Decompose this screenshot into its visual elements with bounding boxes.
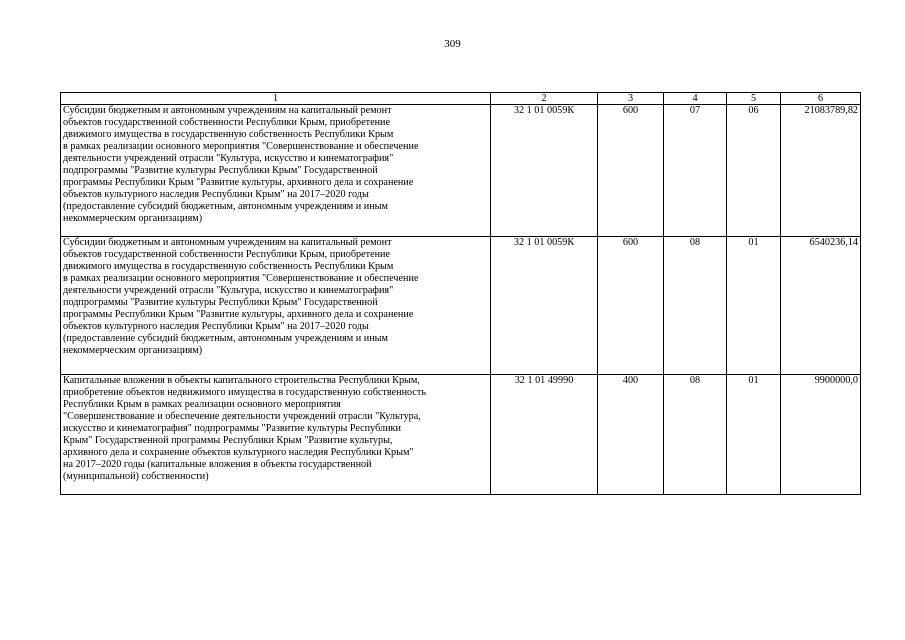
table-row bbox=[61, 105, 861, 237]
table-body bbox=[61, 105, 861, 495]
row-description: Капитальные вложения в объекты капитального строительства Республики Крым, приобретение объектов недвижимого имущества в государственную собственность Республики Крым в рамках реализации основного мероприятия "Совершенствование и обеспечение деятельности учреждений отрасли "Культура, искусство и кинематография" подпрограммы "Развитие культуры Республики Крым" Государственной программы Республики Крым "Развитие культуры, архивного дела и сохранение объектов культурного наследия Республики Крым" на 2017–2020 годы (капитальные вложения в объекты государственной (муниципальной) собственности) bbox=[61, 375, 491, 495]
row-description: Субсидии бюджетным и автономным учреждениям на капитальный ремонт объектов государственной собственности Республики Крым, приобретение движимого имущества в государственную собственность Республики Крым в рамках реализации основного мероприятия "Совершенствование и обеспечение деятельности учреждений отрасли "Культура, искусство и кинематография" подпрограммы "Развитие культуры Республики Крым" Государственной программы Республики Крым "Развитие культуры, архивного дела и сохранение объектов культурного наследия Республики Крым" на 2017–2020 годы (предоставление субсидий бюджетным, автономным учреждениям и иным некоммерческим организациям) bbox=[61, 105, 491, 237]
table-row bbox=[61, 375, 861, 495]
row-subsection: 01 bbox=[727, 237, 781, 375]
row-target-code: 32 1 01 0059К bbox=[491, 105, 598, 237]
row-target-code: 32 1 01 0059К bbox=[491, 237, 598, 375]
budget-table bbox=[60, 92, 861, 495]
row-expense-type: 600 bbox=[598, 237, 664, 375]
row-amount: 9900000,0 bbox=[781, 375, 861, 495]
page-number: 309 bbox=[444, 38, 461, 50]
row-section: 08 bbox=[664, 237, 727, 375]
row-amount: 6540236,14 bbox=[781, 237, 861, 375]
row-target-code: 32 1 01 49990 bbox=[491, 375, 598, 495]
table-row bbox=[61, 237, 861, 375]
row-subsection: 06 bbox=[727, 105, 781, 237]
row-amount: 21083789,82 bbox=[781, 105, 861, 237]
header-row bbox=[61, 93, 861, 105]
header-col-1: 1 bbox=[61, 93, 491, 105]
row-expense-type: 600 bbox=[598, 105, 664, 237]
header-col-4: 4 bbox=[664, 93, 727, 105]
row-description: Субсидии бюджетным и автономным учреждениям на капитальный ремонт объектов государственной собственности Республики Крым, приобретение движимого имущества в государственную собственность Республики Крым в рамках реализации основного мероприятия "Совершенствование и обеспечение деятельности учреждений отрасли "Культура, искусство и кинематография" подпрограммы "Развитие культуры Республики Крым" Государственной программы Республики Крым "Развитие культуры, архивного дела и сохранение объектов культурного наследия Республики Крым" на 2017–2020 годы (предоставление субсидий бюджетным, автономным учреждениям и иным некоммерческим организациям) bbox=[61, 237, 491, 375]
header-col-6: 6 bbox=[781, 93, 861, 105]
row-subsection: 01 bbox=[727, 375, 781, 495]
row-expense-type: 400 bbox=[598, 375, 664, 495]
header-col-2: 2 bbox=[491, 93, 598, 105]
header-col-3: 3 bbox=[598, 93, 664, 105]
header-col-5: 5 bbox=[727, 93, 781, 105]
table-header bbox=[61, 93, 861, 105]
row-section: 08 bbox=[664, 375, 727, 495]
row-section: 07 bbox=[664, 105, 727, 237]
